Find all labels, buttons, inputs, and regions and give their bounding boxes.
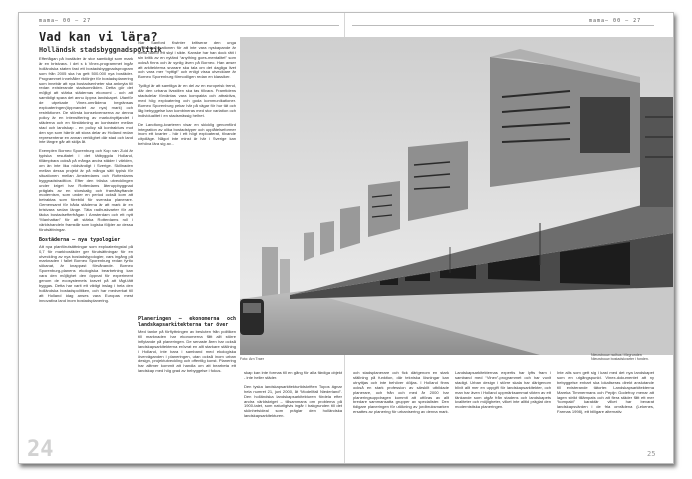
- text-column-2: [138, 41, 236, 317]
- running-head-right: mama– 00 – 27: [589, 18, 642, 24]
- article-subtitle: Holländsk stadsbyggnadspolitik: [39, 46, 162, 54]
- body-paragraph: Den tyska landskapsarkitekturtidskriften Topos ägnar hela numret 21, juni 2000, åt “Modellfall Niederland”. Den holländska landskapsarkitekturen fördela efter andra världskriget – tillsammans om problema på 1900-talet, som naturligtvis ingår i bakgrunden till det skönhetsideal som präglar den holländska landskapsarkitekturen.: [244, 383, 342, 419]
- body-paragraph: Tydligt är att samtliga är en del av en europeisk trend, där den urbana livsstilen ska tas tillvara. Framtidens stadsdelar förväntas vara kompakta och attraktiva, med hög exploatering och goda kommunikationer. Borneo Sporenburg pekar här på vägar för hur tät och låg bebyggelse kan kombineras med stor variation och individualitet i en stadsmässig helhet.: [138, 83, 236, 118]
- body-paragraph: Effertågan på bostäder är stor samtidigt som mark är en bristvara. I det s k Vinex-programmet ingår holländska staten fast ett bostadsbyggnadsprogram som från 2005 ska ha gett 500.000 nya bostäder. Programmet innehåller riktlinjer för bostadsplanering som innebär att nya bostadsenheter ska anknyta till redan existerande stadsområden. Detta gör det möjligt att stärka städernas ekonomi - och att samtidigt spara det annu öppna landskapet. Utanför de utpekade Vinex-områdena begränsas exploateringen(öppnandet av nya) mark) och restriktioner. De största konsekvenserna av denna policy är en intensifiering av markutnyttjandet i städerna och en förstärkning av kontraster mellan stad och landskap - en policy så kontrakturs mot den syn som härrör att stora delar av Holland redan representerar en annan verklighet där stad och land inte längre går att skilja åt.: [39, 57, 133, 145]
- photo-credit: Foto: Arn Traer: [240, 357, 264, 361]
- section-heading: Planeringen – ekonomerna och landskapsarkitekterna tar över: [138, 316, 236, 328]
- body-paragraph: Landskapsarkitekternas expertis har lyfts fram i samband med “Vinex”-programmet och har vuxit stadigt. Urban design i större skala har därigenom blivit allt mer en uppgift för landskapsarkitekter, och man har även i Holland uppmärksammat vikten av ett tänkande som utgår från stadens och landskapets kvaliteter och möjligheter, vilket inte alltid präglat den modernistiska planeringen.: [455, 371, 551, 410]
- text-column-3: [244, 371, 342, 455]
- body-paragraph: Att nya planförutsättningar som exploateringstal på 0,7 för markbostäder ger förutsättningar för en utveckling av nya bostadstypologier, vars ingång på marknaden i fallet Borneo Sporenburg redan fyrtio sökanat, är knappast förvånande. Borneo Sporenburg-planens ekologiska bearbetning kan vara den möjlighet den öppnat för experiment genom de ecosystemets kravet på att tågt-tätt byggas. Detta har varit ett viktigt inslag i hela den holländska bostadspolitiken, och har medverkat till att Holland idag anses vara Europas mest innovativa land inom bostadsplanering.: [39, 243, 133, 303]
- article-title: Vad kan vi lära?: [39, 30, 158, 44]
- body-paragraph: Med tanke på förflyttningen av besluten från politiken till marknaden har ekonomerna fått allt större inflytande på planeringen. De senaste åren har också landskapsarkitekterna erövrat en allt starkare ställning i Holland, inte bara i samband med ekologiska överväganden i planeringen, utan också inom urban design, projektutveckling och offentlig konst. Planering har alltmer kommit att handla om att bearbeta ett landskap med hög grad av bebyggelse i fokus.: [138, 329, 236, 374]
- text-column-5: [455, 371, 551, 455]
- body-paragraph: Inte alls som gett sig i kast med det nya landskapet som en utgångspunkt. Vinex-dokumentet att ny bebyggelse enbart ska lokaliseras direkt anslutande till existerande tätorter. Landskapsarkitekterna Mareka Timmermans och Pepijn Godefroy menar att lagen strikt tillämpats och att flera städer fått ett mer “kompakt” karaktär vilket har bevarat landskapsvärden i de fria områdena (Lekenes, Farmas 1998), ett billigare alternativ.: [557, 371, 654, 415]
- body-paragraph: Nar Sanford Kwinter kritiserar den unga arkitektgenerationen för att inte vara nyskapande är detta därför ett skyl i sikte. Kanske har han dock rätt i sin kritik av en nytänd “anything goes-mentalitet” som också finns och är synlig även på Borneo. Han anser att arkitekterna snarare ska tala om det dagliga livet och vara mer “nyttigt” och enligt vissa utvecklare är Borneo Sporenburg förmodligen redan en klassiker.: [138, 41, 236, 80]
- body-paragraph: De Landtong-kvarteren visar en skicklig genomförd integration av olika bostadstyper och upplåtelseformer inom ett kvarter - här i ett högt exploaterat, tilvande citydläge. Något inte minst är här i Sverige kan behöva lära sig av...: [138, 121, 236, 147]
- body-paragraph: och stadsplanerare och fick därigenom en stark ställning på funktion, där tekniska lösningar kan utnyttjas och inte behöver döljas. I Holland finns också en stark profession av särskilt utbildade planerare, och från och med år 2000 har planeringsuppdragen kommit att utföras av allt bredare sammansatta grupper av specialister. Den tidigare planeringen för utökning av jordbruksmarken ersattes av planering för urbanisering av denna mark.: [353, 371, 449, 415]
- header-rule-right: [352, 25, 654, 26]
- text-column-1: [39, 57, 133, 452]
- body-paragraph: Exemplen Borneo Sporenburg och Kop van Zuid är typiska resultatet i det tätbyggda Holland, tillämpbara också på många andra städer i världen, om än inte lika nödvändigt i Sverige. Skillnaden mellan dessa projekt är på många sätt typisk för situationen mellan Amsterdams och Rotterdams byggnadstradition. Efter den tröska utvecklingen under kriget har Rotterdams återuppbyggnad präglats av en storskalig och framåtsyftande modernism, som under en period också kom att betraktas som förebild för svenska planerare. Gemensamt för båda städerna är att mark är en bristvara sedan länge. Täta radhuskvarter för att täcka bostadsefterfrågan i Amsterdam och ett nytt “Manhattan” för att stärka Rotterdams roll i världshandeln framstår som logiska följder av dessa förutsättningar.: [39, 148, 133, 232]
- text-column-4: [353, 371, 449, 455]
- text-column-2-lower: [138, 313, 236, 455]
- running-head-left: mama– 00 – 27: [39, 18, 92, 24]
- header-rule-left: [39, 25, 339, 26]
- housing-photo: [240, 37, 673, 355]
- body-paragraph: skap kan inte formas till en gång för alla färdiga objekt - inte heller städer.: [244, 371, 342, 380]
- magazine-spread: [18, 12, 674, 464]
- section-heading: Bostäderna – nya typologier: [39, 236, 121, 243]
- photo-caption: Nieuwbouw radhus i förgrunden Nieuwbouw bostadskvarter i fonden.: [591, 353, 649, 362]
- page-number-right: 25: [647, 450, 656, 458]
- page-number-left: 24: [27, 437, 54, 462]
- housing-photo-drawing: [240, 37, 673, 355]
- text-column-6: [557, 371, 654, 455]
